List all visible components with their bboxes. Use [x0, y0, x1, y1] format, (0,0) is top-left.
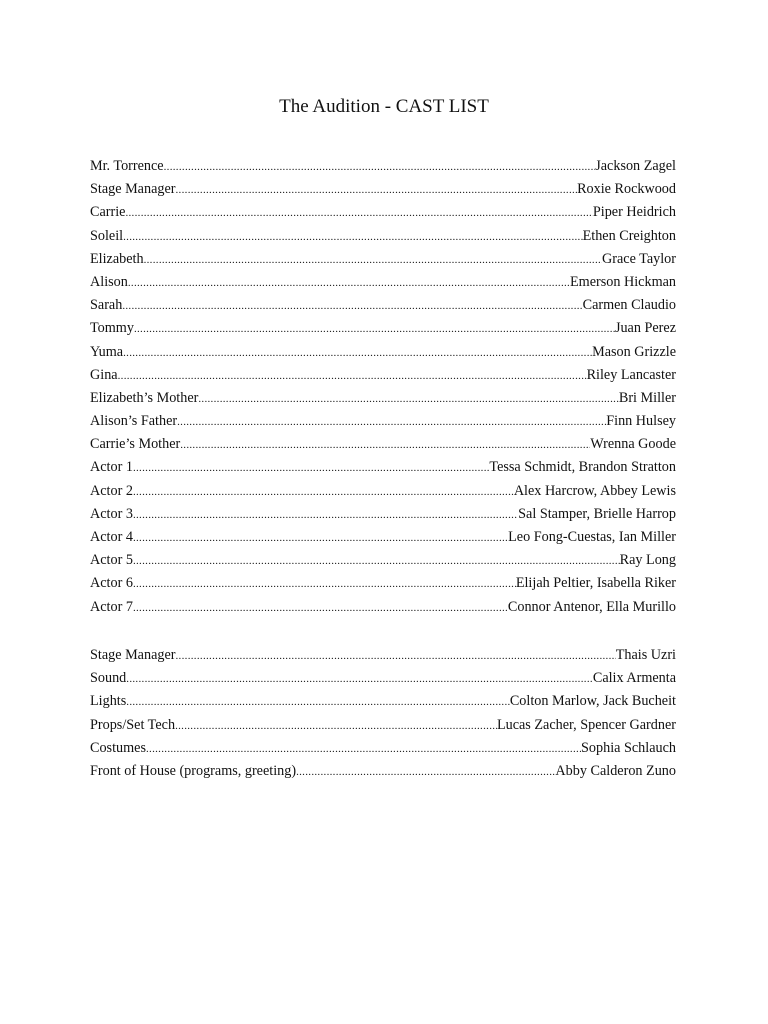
cast-row — [90, 572, 676, 595]
role-label: Elizabeth’s Mother — [90, 389, 199, 406]
dot-leader — [176, 645, 616, 668]
performer-name: Jackson Zagel — [595, 158, 676, 174]
dot-leader — [198, 388, 619, 411]
role-label: Costumes — [90, 739, 146, 756]
cast-row — [90, 549, 676, 572]
performer-name: Sophia Schlauch — [581, 739, 676, 756]
cast-row — [90, 317, 676, 340]
role-label: Front of House (programs, greeting) — [90, 762, 297, 779]
role-label: Yuma — [90, 343, 124, 360]
role-label: Mr. Torrence — [90, 158, 164, 174]
role-label: Props/Set Tech — [90, 716, 176, 733]
performer-name: Juan Perez — [614, 320, 676, 337]
performer-name: Tessa Schmidt, Brandon Stratton — [489, 459, 676, 476]
performer-name: Roxie Rockwood — [577, 181, 676, 198]
dot-leader — [133, 597, 508, 620]
performer-name: Sal Stamper, Brielle Harrop — [518, 505, 676, 522]
dot-leader — [177, 411, 606, 434]
dot-leader — [133, 550, 620, 573]
dot-leader — [123, 342, 592, 365]
performer-name: Elijah Peltier, Isabella Riker — [515, 575, 676, 592]
dot-leader — [134, 318, 615, 341]
cast-row — [90, 480, 676, 503]
performer-name: Carmen Claudio — [582, 297, 676, 314]
cast-row — [90, 596, 676, 619]
performer-name: Finn Hulsey — [606, 413, 676, 430]
role-label: Actor 3 — [90, 505, 133, 522]
role-label: Actor 1 — [90, 459, 133, 476]
dot-leader — [125, 202, 592, 225]
cast-row — [90, 248, 676, 271]
role-label: Actor 2 — [90, 482, 133, 499]
dot-leader — [133, 457, 489, 480]
role-label: Elizabeth — [90, 250, 144, 267]
performer-name: Connor Antenor, Ella Murillo — [507, 598, 676, 615]
crew-row — [90, 644, 676, 667]
crew-row — [90, 690, 676, 713]
performer-name: Calix Armenta — [592, 670, 676, 687]
role-label: Tommy — [90, 320, 134, 337]
dot-leader — [133, 481, 514, 504]
role-label: Carrie — [90, 204, 126, 221]
dot-leader — [144, 249, 602, 272]
role-label: Stage Manager — [90, 181, 176, 198]
performer-name: Alex Harcrow, Abbey Lewis — [513, 482, 676, 499]
dot-leader — [296, 761, 555, 784]
role-label: Lights — [90, 693, 127, 710]
cast-row — [90, 341, 676, 364]
dot-leader — [133, 573, 516, 596]
performer-name: Grace Taylor — [602, 250, 676, 267]
role-label: Actor 5 — [90, 552, 133, 569]
performer-name: Ethen Creighton — [582, 227, 676, 244]
role-label: Alison’s Father — [90, 413, 178, 430]
dot-leader — [126, 668, 593, 691]
dot-leader — [118, 365, 587, 388]
role-label: Stage Manager — [90, 647, 176, 663]
dot-leader — [175, 715, 497, 738]
role-label: Alison — [90, 273, 128, 290]
performer-name: Colton Marlow, Jack Bucheit — [509, 693, 676, 710]
performer-name: Leo Fong-Cuestas, Ian Miller — [508, 529, 676, 545]
dot-leader — [180, 434, 590, 457]
crew-list — [90, 644, 676, 783]
dot-leader — [122, 295, 582, 318]
role-label: Actor 4 — [90, 529, 133, 545]
performer-name: Wrenna Goode — [590, 436, 676, 453]
cast-row — [90, 433, 676, 456]
dot-leader — [126, 691, 510, 714]
performer-name: Mason Grizzle — [592, 343, 676, 360]
performer-name: Emerson Hickman — [570, 273, 676, 290]
dot-leader — [133, 504, 518, 527]
role-label: Soleil — [90, 227, 124, 244]
cast-row — [90, 526, 676, 549]
crew-row — [90, 737, 676, 760]
performer-name: Ray Long — [619, 552, 676, 569]
role-label: Actor 7 — [90, 598, 133, 615]
performer-name: Thais Uzri — [615, 647, 676, 663]
crew-row — [90, 714, 676, 737]
crew-row — [90, 667, 676, 690]
role-label: Gina — [90, 366, 118, 383]
role-label: Actor 6 — [90, 575, 133, 592]
cast-row — [90, 271, 676, 294]
cast-row — [90, 456, 676, 479]
cast-row — [90, 294, 676, 317]
cast-row — [90, 387, 676, 410]
dot-leader — [146, 738, 581, 761]
cast-row — [90, 178, 676, 201]
performer-name: Bri Miller — [618, 389, 676, 406]
cast-row — [90, 410, 676, 433]
role-label: Sound — [90, 670, 127, 687]
document-title: The Audition - CAST LIST — [279, 96, 489, 117]
cast-row — [90, 225, 676, 248]
cast-list — [90, 155, 676, 619]
dot-leader — [176, 179, 578, 202]
dot-leader — [133, 527, 508, 550]
performer-name: Lucas Zacher, Spencer Gardner — [496, 716, 676, 733]
cast-row — [90, 155, 676, 178]
dot-leader — [123, 226, 583, 249]
cast-row — [90, 364, 676, 387]
performer-name: Abby Calderon Zuno — [555, 762, 676, 779]
cast-row — [90, 201, 676, 224]
role-label: Sarah — [90, 297, 123, 314]
cast-row — [90, 503, 676, 526]
dot-leader — [164, 156, 596, 179]
crew-row — [90, 760, 676, 783]
dot-leader — [128, 272, 570, 295]
performer-name: Piper Heidrich — [592, 204, 676, 221]
role-label: Carrie’s Mother — [90, 436, 181, 453]
performer-name: Riley Lancaster — [586, 366, 676, 383]
